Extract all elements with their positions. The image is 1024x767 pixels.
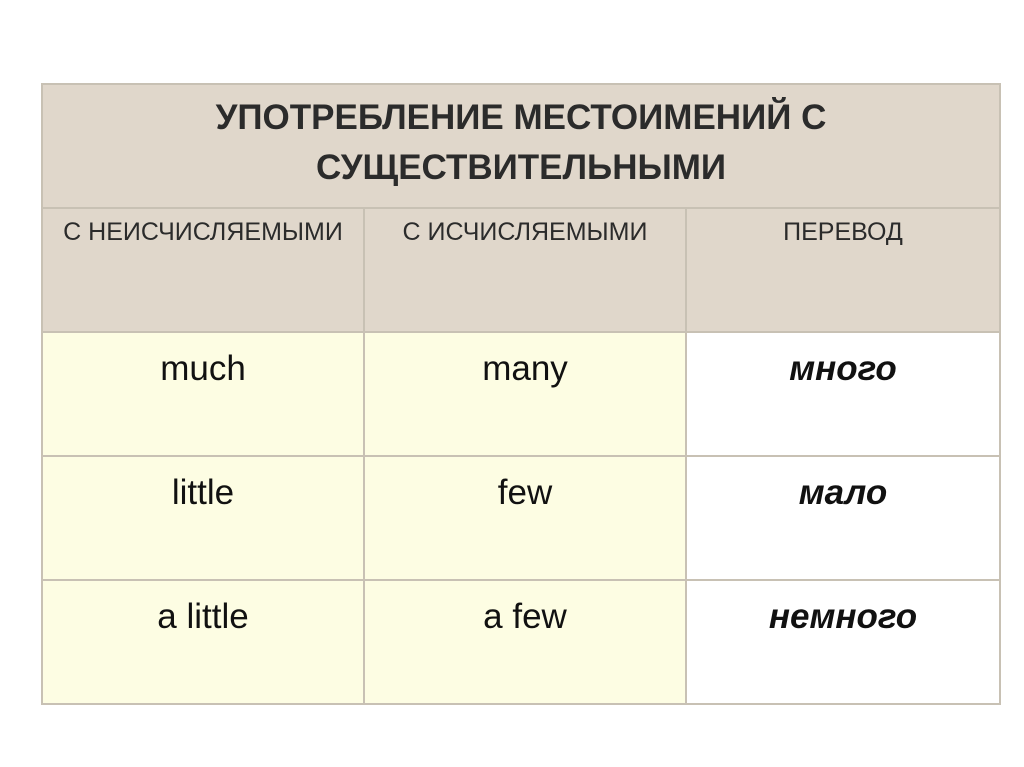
table-title: [42, 84, 1000, 208]
cell-translation: немного: [686, 580, 1000, 704]
pronoun-usage-table: [41, 83, 1001, 705]
cell-uncountable: a little: [42, 580, 364, 704]
cell-countable: few: [364, 456, 686, 580]
cell-translation: мало: [686, 456, 1000, 580]
cell-uncountable: little: [42, 456, 364, 580]
cell-countable: a few: [364, 580, 686, 704]
header-uncountable: С НЕИСЧИСЛЯЕМЫМИ: [42, 208, 364, 332]
header-countable: С ИСЧИСЛЯЕМЫМИ: [364, 208, 686, 332]
table-title-line-2: СУЩЕСТВИТЕЛЬНЫМИ: [315, 148, 727, 187]
header-translation: ПЕРЕВОД: [686, 208, 1000, 332]
table-header-row: [42, 208, 1000, 332]
table-title-row: [42, 84, 1000, 208]
table-row: [42, 332, 1000, 456]
table-row: [42, 580, 1000, 704]
cell-translation: много: [686, 332, 1000, 456]
cell-uncountable: much: [42, 332, 364, 456]
table-row: [42, 456, 1000, 580]
cell-countable: many: [364, 332, 686, 456]
table-title-line-1: УПОТРЕБЛЕНИЕ МЕСТОИМЕНИЙ С: [215, 98, 827, 137]
